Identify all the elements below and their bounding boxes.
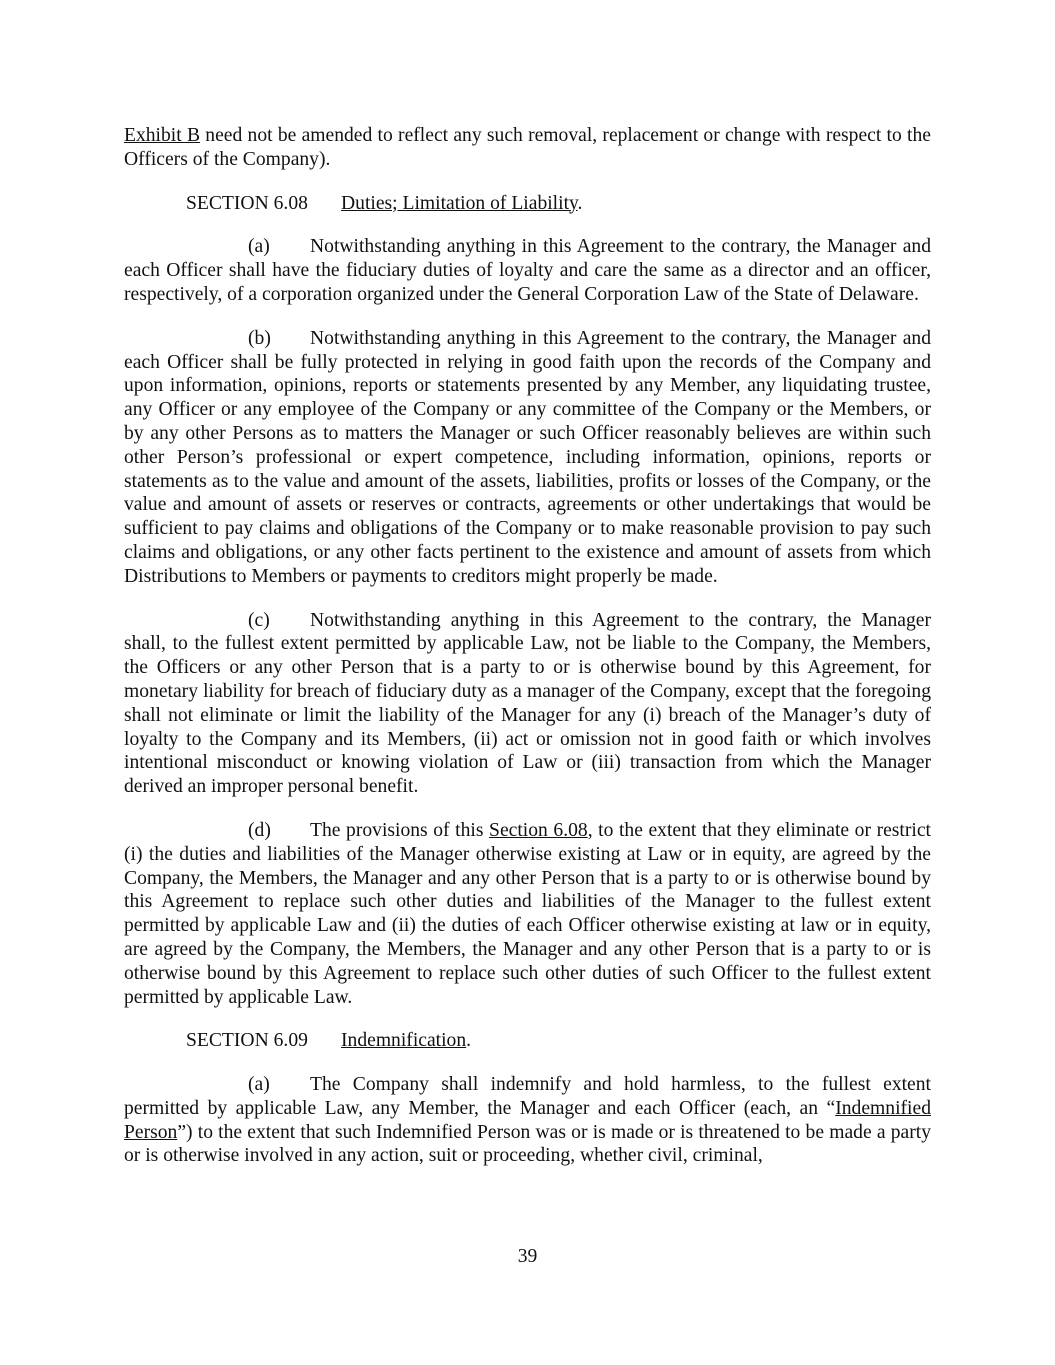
paragraph-text-before: The Company shall indemnify and hold harmless, to the fullest extent permitted by applicable Law, any Member, the Manager and each Officer (each, an “ xyxy=(124,1074,931,1119)
paragraph-text-after: , to the extent that they eliminate or restrict (i) the duties and liabilities of the Manager otherwise existing at Law or in equity, are agreed by the Company, the Members, the Manager and any other Person that is a party to or is otherwise bound by this Agreement to replace such other duties and liabilities of the Manager to the fullest extent permitted by applicable Law and (ii) the duties of each Officer otherwise existing at law or in equity, are agreed by the Company, the Members, the Manager and any other Person that is a party to or is otherwise bound by this Agreement to replace such other duties of such Officer to the fullest extent permitted by applicable Law. xyxy=(124,819,931,1008)
section-6-08-paragraph-b xyxy=(124,327,931,589)
paragraph-text-before: The provisions of this xyxy=(310,819,490,841)
indemnified-person-term: Indemnified Person xyxy=(124,1097,931,1143)
section-6-08-title-suffix: . xyxy=(577,192,583,214)
paragraph-label: (d) xyxy=(248,819,271,841)
section-6-09-title: Indemnification xyxy=(341,1030,467,1052)
section-6-09-heading xyxy=(186,1029,931,1053)
section-6-08-paragraph-a xyxy=(124,235,931,306)
section-6-08-paragraph-c xyxy=(124,609,931,799)
paragraph-text-after: ”) to the extent that such Indemnified Person was or is made or is threatened to be made a party or is otherwise involved in any action, suit or proceeding, whether civil, criminal, xyxy=(124,1121,931,1167)
section-6-08-title: Duties; Limitation of Liability xyxy=(341,192,578,214)
paragraph-label: (a) xyxy=(248,1074,270,1096)
section-6-08-number: SECTION 6.08 xyxy=(186,192,308,214)
section-6-08-heading xyxy=(186,192,931,216)
paragraph-label: (c) xyxy=(248,609,270,631)
paragraph-text: Notwithstanding anything in this Agreement to the contrary, the Manager and each Officer shall be fully protected in relying in good faith upon the records of the Company and upon information, opinions, reports or statements presented by any Member, any liquidating trustee, any Officer or any employee of the Company or any committee of the Company or the Members, or by any other Persons as to matters the Manager or such Officer reasonably believes are within such other Person’s professional or expert competence, including information, opinions, reports or statements as to the value and amount of the assets, liabilities, profits or losses of the Company, or the value and amount of assets or reserves or contracts, agreements or other undertakings that would be sufficient to pay claims and obligations of the Company or to make reasonable provision to pay such claims and obligations, or any other facts pertinent to the existence and amount of assets from which Distributions to Members or payments to creditors might properly be made. xyxy=(124,327,931,587)
section-6-09-paragraph-a xyxy=(124,1073,931,1168)
document-page xyxy=(124,124,931,1188)
paragraph-label: (a) xyxy=(248,236,270,258)
paragraph-label: (b) xyxy=(248,327,271,349)
section-6-08-paragraph-d xyxy=(124,819,931,1009)
intro-text: need not be amended to reflect any such removal, replacement or change with respect to the Officers of the Company). xyxy=(124,125,931,170)
page-number: 39 xyxy=(517,1246,538,1267)
intro-paragraph xyxy=(124,124,931,172)
section-6-09-number: SECTION 6.09 xyxy=(186,1030,308,1052)
section-6-08-reference: Section 6.08 xyxy=(489,819,588,841)
paragraph-text: Notwithstanding anything in this Agreement to the contrary, the Manager shall, to the fullest extent permitted by applicable Law, not be liable to the Company, the Members, the Officers or any other Person that is a party to or is otherwise bound by this Agreement, for monetary liability for breach of fiduciary duty as a manager of the Company, except that the foregoing shall not eliminate or limit the liability of the Manager for any (i) breach of the Manager’s duty of loyalty to the Company and its Members, (ii) act or omission not in good faith or which involves intentional misconduct or knowing violation of Law or (iii) transaction from which the Manager derived an improper personal benefit. xyxy=(124,609,931,798)
section-6-09-title-suffix: . xyxy=(466,1030,472,1052)
paragraph-text: Notwithstanding anything in this Agreement to the contrary, the Manager and each Officer shall have the fiduciary duties of loyalty and care the same as a director and an officer, respectively, of a corporation organized under the General Corporation Law of the State of Delaware. xyxy=(124,236,931,305)
exhibit-b-reference: Exhibit B xyxy=(124,125,201,146)
